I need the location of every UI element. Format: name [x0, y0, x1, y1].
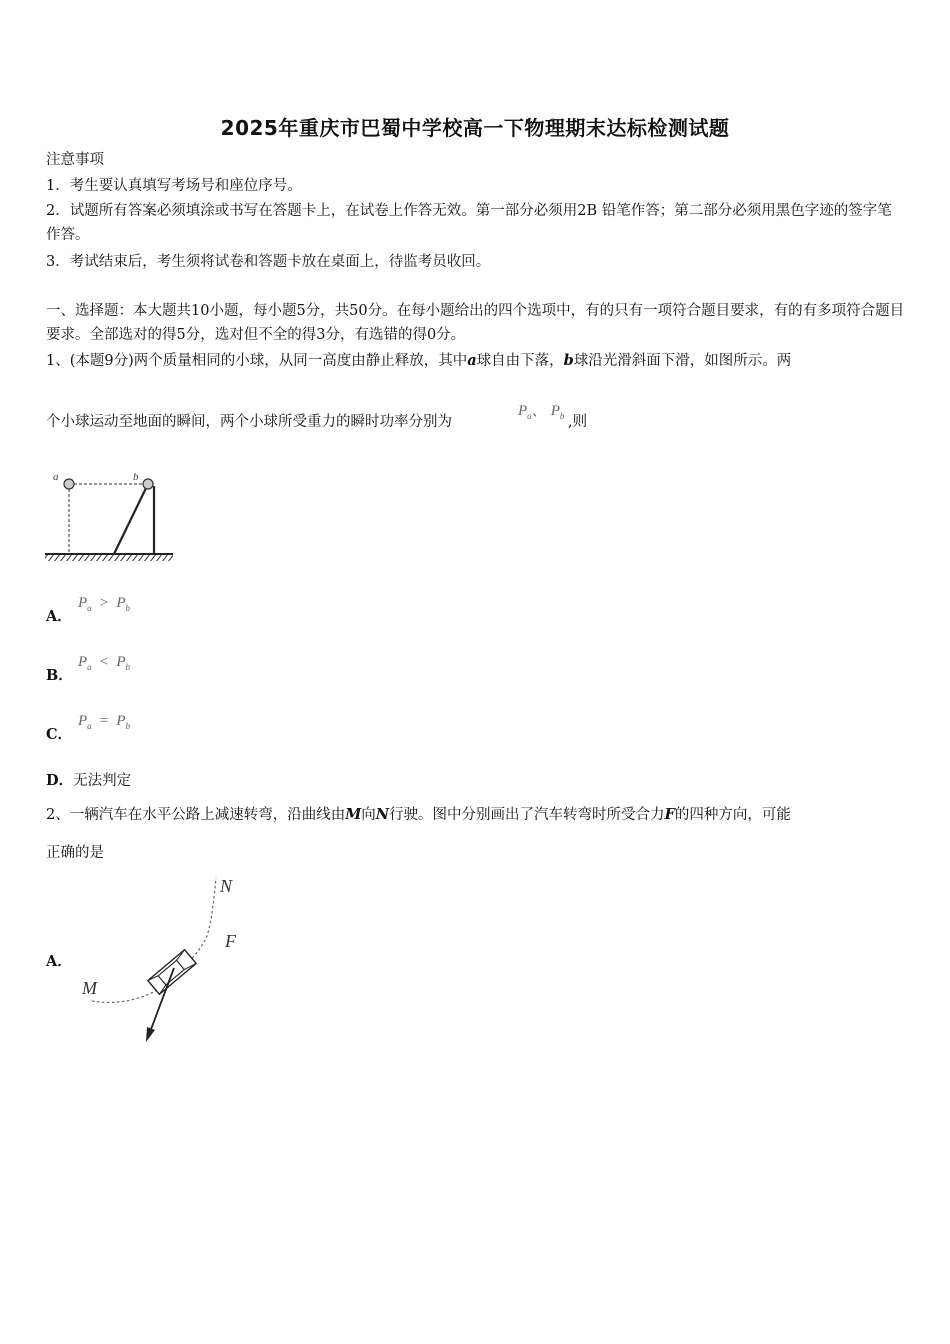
q1-option-d: D．无法判定: [46, 772, 132, 789]
q1-option-b-formula: $P_a < P_b$: [78, 654, 130, 672]
q2-figure-a: [74, 868, 254, 1048]
page-title: 2025年重庆市巴蜀中学校高一下物理期末达标检测试题: [220, 116, 730, 140]
ground-hatch: [45, 554, 173, 561]
q1-stem-line2: 个小球运动至地面的瞬间，两个小球所受重力的瞬时功率分别为: [46, 414, 452, 430]
notice-item: 1．考生要认真填写考场号和座位序号。: [46, 178, 302, 194]
q1-option-a-formula: $P_a > P_b$: [78, 595, 130, 613]
label-n: N: [220, 876, 233, 896]
notice-heading: 注意事项: [46, 152, 104, 168]
q1-stem-line1: 1、(本题9分)两个质量相同的小球，从同一高度由静止释放，其中a球自由下落，b球沿光滑斜面下滑，如图所示。两: [46, 352, 792, 369]
label-a: a: [53, 471, 59, 483]
incline: [114, 484, 148, 554]
q1-option-c-label: C．: [46, 726, 73, 743]
q2-stem-line2: 正确的是: [46, 845, 104, 861]
notice-item: 2．试题所有答案必须填涂或书写在答题卡上，在试卷上作答无效。第一部分必须用2B 铅笔作答；第二部分必须用黑色字迹的签字笔作答。: [46, 203, 892, 243]
ball-a: [64, 479, 74, 489]
ball-b: [143, 479, 153, 489]
force-arrow-head: [146, 1027, 155, 1042]
q1-figure: [42, 466, 178, 566]
q2-stem-line1: 2、一辆汽车在水平公路上减速转弯，沿曲线由M向N行驶。图中分别画出了汽车转弯时所受合力F的四种方向，可能: [46, 806, 791, 823]
q1-stem-end: ,则: [568, 414, 588, 430]
label-f: F: [225, 931, 236, 951]
section-heading: 一、选择题：本大题共10小题，每小题5分，共50分。在每小题给出的四个选项中，有的只有一项符合题目要求，有的有多项符合题目要求。全部选对的得5分，选对但不全的得3分，有选错的得0分。: [46, 303, 905, 343]
label-m: M: [82, 978, 97, 998]
label-b: b: [133, 471, 139, 483]
q2-option-a-label: A．: [46, 953, 72, 970]
q1-option-a-label: A．: [46, 608, 72, 625]
q1-option-b-label: B．: [46, 667, 73, 684]
q1-power-symbols: $P_a$、 $P_b$: [518, 403, 565, 421]
q1-option-c-formula: $P_a = P_b$: [78, 713, 130, 731]
notice-item: 3．考试结束后，考生须将试卷和答题卡放在桌面上，待监考员收回。: [46, 254, 491, 270]
